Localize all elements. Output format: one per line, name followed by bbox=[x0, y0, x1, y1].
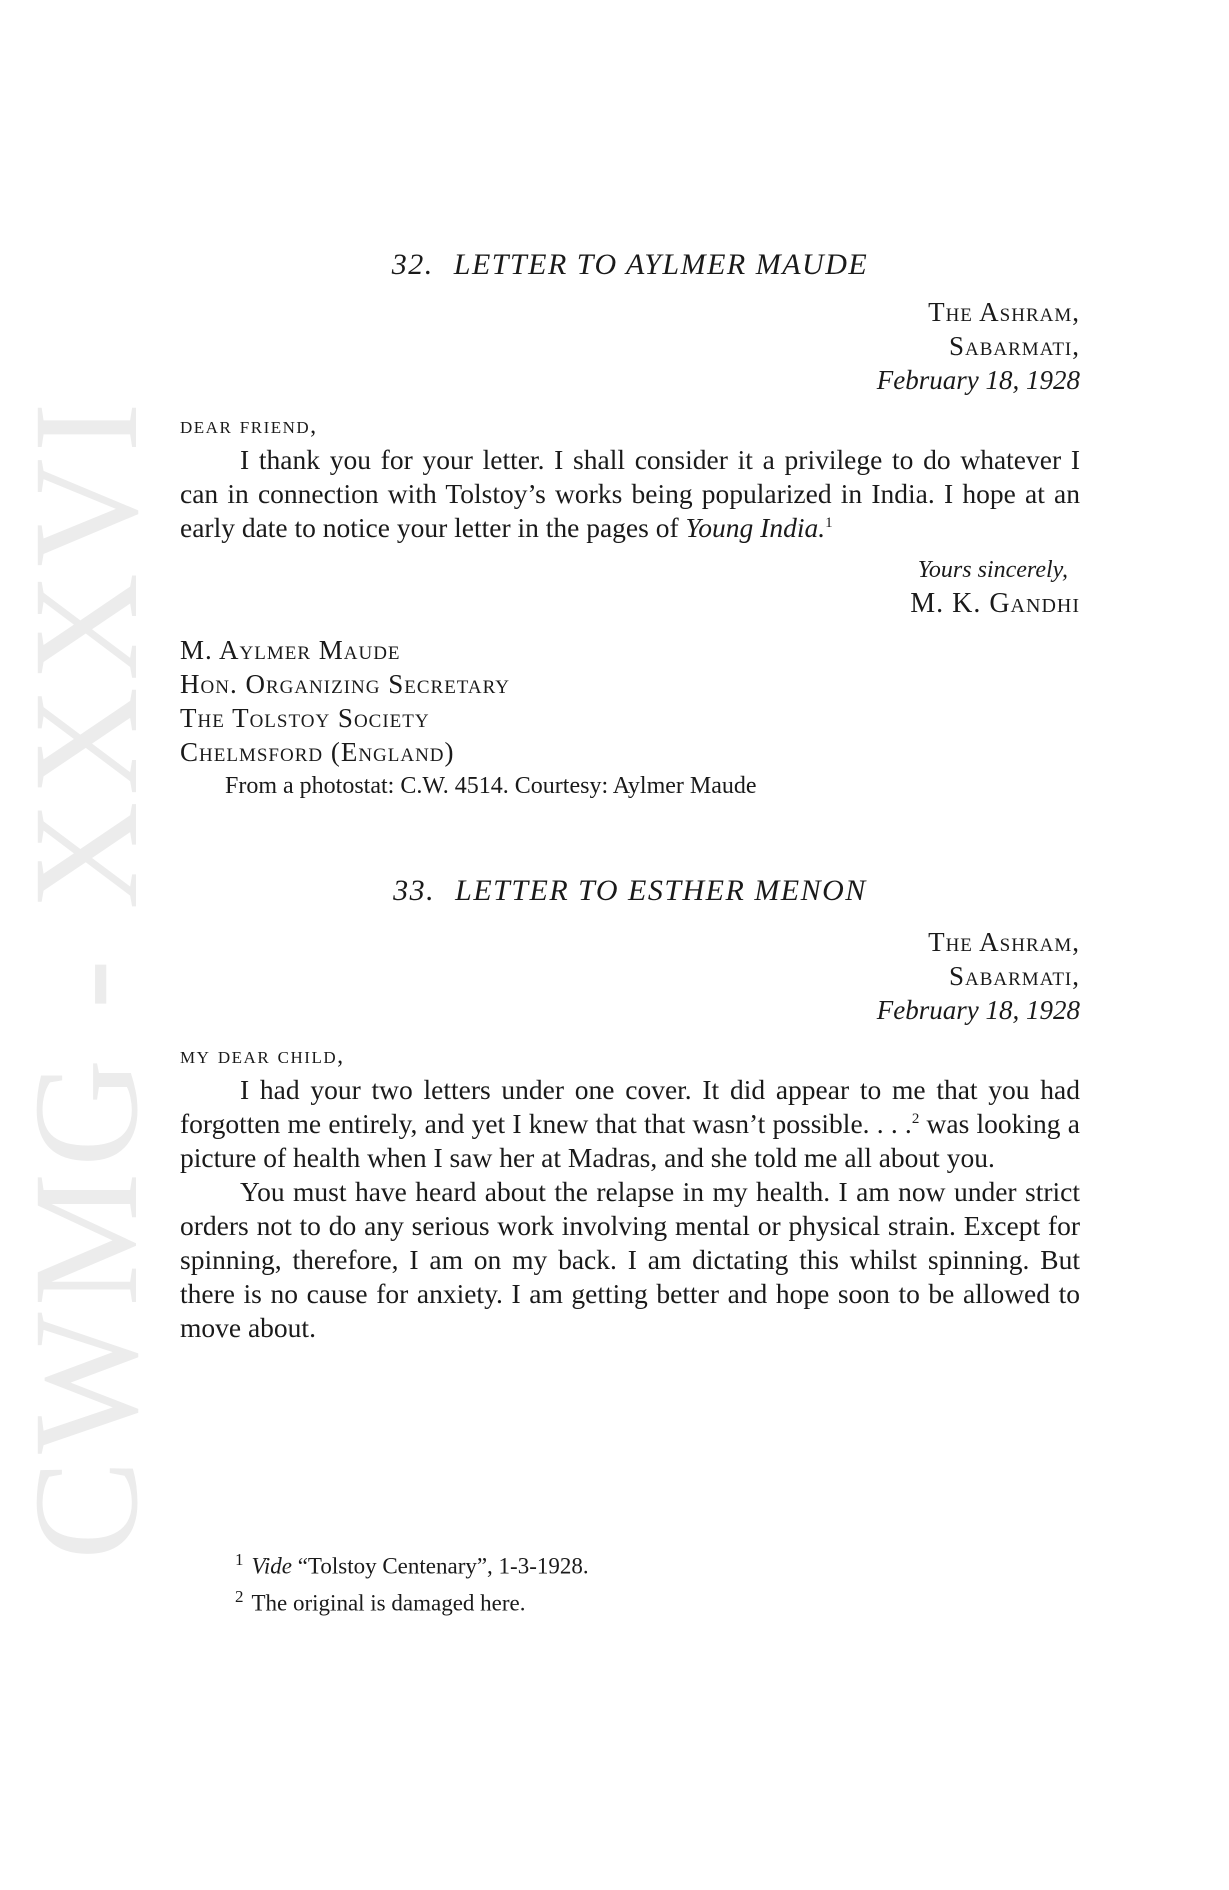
closing: Yours sincerely, bbox=[917, 557, 1068, 583]
salutation: dear friend, bbox=[180, 413, 318, 439]
address-block bbox=[180, 295, 1080, 397]
footnote-mark: 2 bbox=[235, 1586, 244, 1606]
page-content bbox=[180, 245, 1080, 1345]
address-line: Sabarmati, bbox=[949, 961, 1080, 991]
footnote-text: “Tolstoy Centenary”, 1-3-1928. bbox=[291, 1553, 589, 1579]
letter-number: 33. bbox=[393, 874, 436, 907]
letter-number: 32. bbox=[391, 248, 434, 281]
signature: M. K. Gandhi bbox=[910, 588, 1080, 619]
footnotes bbox=[235, 1545, 589, 1618]
publication-name: Young India. bbox=[685, 512, 826, 543]
footnote bbox=[235, 1545, 589, 1582]
letter-date: February 18, 1928 bbox=[876, 995, 1080, 1025]
address-line: The Ashram, bbox=[928, 297, 1080, 327]
watermark: CWMG - XXXVI bbox=[3, 396, 169, 1560]
address-line: The Ashram, bbox=[928, 927, 1080, 957]
address-line: Sabarmati, bbox=[949, 331, 1080, 361]
letter-32 bbox=[180, 245, 1080, 803]
body-text: was looking a picture of health when I saw her at Madras, and she told me all about you. bbox=[180, 1108, 1080, 1173]
letter-date: February 18, 1928 bbox=[876, 365, 1080, 395]
recipient-line: Hon. Organizing Secretary bbox=[180, 669, 510, 699]
recipient-line: M. Aylmer Maude bbox=[180, 635, 401, 665]
letter-33 bbox=[180, 871, 1080, 1345]
footnote-mark: 1 bbox=[235, 1550, 244, 1569]
body-text: I had your two letters under one cover. It did appear to me that you had forgotten me entirely, and yet I knew that that wasn’t possible. . . . bbox=[180, 1074, 1080, 1139]
footnote-text: The original is damaged here. bbox=[251, 1590, 526, 1616]
recipient-block bbox=[180, 633, 1080, 769]
body-text: I thank you for your letter. I shall consider it a privilege to do whatever I can in connection with Tolstoy’s works being popularized in India. I hope at an early date to notice your letter in the pages of bbox=[180, 444, 1080, 543]
letter-body bbox=[180, 1073, 1080, 1175]
recipient-line: The Tolstoy Society bbox=[180, 703, 430, 733]
letter-body bbox=[180, 443, 1080, 545]
footnote-ref: 1 bbox=[825, 514, 833, 531]
footnote-ref: 2 bbox=[911, 1110, 920, 1127]
source-note: From a photostat: C.W. 4514. Courtesy: Aylmer Maude bbox=[225, 773, 757, 799]
letter-body: You must have heard about the relapse in my health. I am now under strict orders not to do any serious work involving mental or physical strain. Except for spinning, therefore, I am on my back. I am dictating this whilst spinning. But there is no cause for anxiety. I am getting better and hope soon to be allowed to move about. bbox=[180, 1176, 1080, 1343]
letter-title-text: LETTER TO ESTHER MENON bbox=[455, 874, 867, 907]
footnote bbox=[235, 1582, 589, 1619]
letter-title bbox=[180, 245, 1080, 285]
footnote-italic: Vide bbox=[251, 1553, 292, 1579]
address-block bbox=[180, 925, 1080, 1027]
salutation: my dear child, bbox=[180, 1043, 345, 1069]
letter-title bbox=[180, 871, 1080, 911]
letter-title-text: LETTER TO AYLMER MAUDE bbox=[453, 248, 869, 281]
recipient-line: Chelmsford (England) bbox=[180, 737, 455, 767]
